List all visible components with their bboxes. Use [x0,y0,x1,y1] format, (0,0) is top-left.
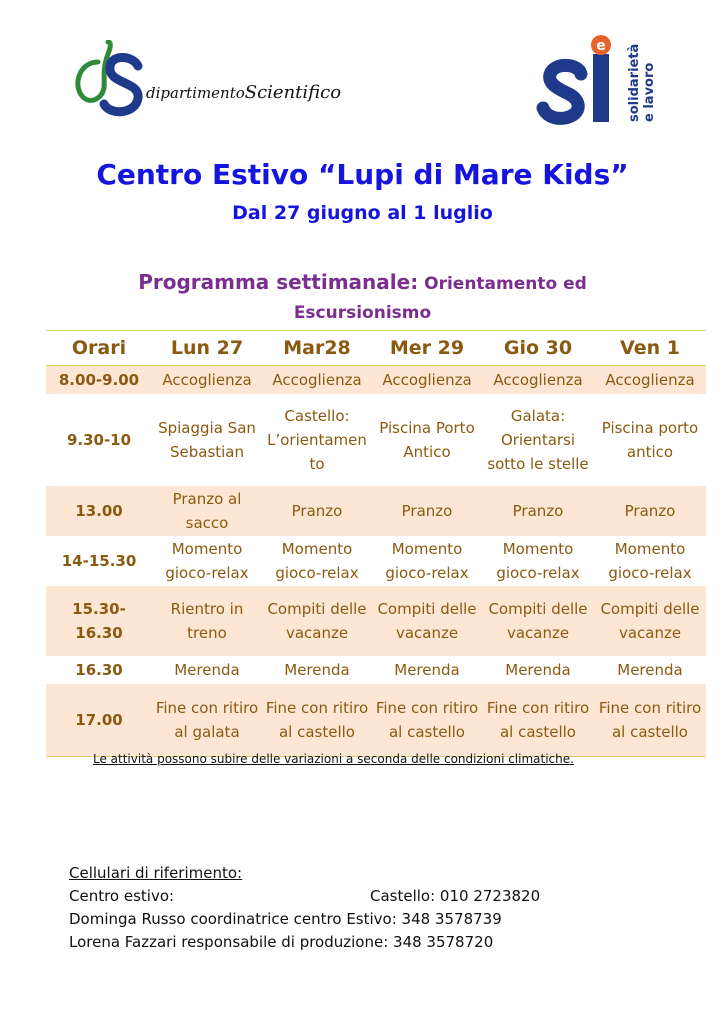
program-label: Programma settimanale: [138,270,419,294]
time-cell: 15.30- 16.30 [46,586,152,656]
activity-cell: Pranzo [594,486,706,536]
schedule-header-row [46,331,706,366]
contact-responsabile: Lorena Fazzari responsabile di produzione: 348 3578720 [69,933,494,951]
activity-cell: Accoglienza [262,366,372,395]
time-cell: 8.00-9.00 [46,366,152,395]
activity-cell: Accoglienza [594,366,706,395]
program-heading [0,270,725,294]
activity-cell: Compiti delle vacanze [594,586,706,656]
activity-cell: Compiti delle vacanze [262,586,372,656]
activity-cell: Merenda [284,661,350,679]
contact-coordinatrice: Dominga Russo coordinatrice centro Estivo: 348 3578739 [69,910,502,928]
table-row [46,586,706,656]
solidarieta-lavoro-logo [535,34,655,126]
header-lun: Lun 27 [152,331,262,366]
svg-text:e: e [596,38,606,54]
header-ven: Ven 1 [594,331,706,366]
activity-cell: Pranzo al sacco [152,486,262,536]
activity-cell: Merenda [174,661,240,679]
activity-cell: Accoglienza [152,366,262,395]
date-range: Dal 27 giugno al 1 luglio [232,202,493,224]
activity-cell: Momento gioco-relax [165,540,249,582]
header-gio: Gio 30 [482,331,594,366]
time-cell: 9.30-10 [66,431,132,449]
table-row [46,366,706,395]
activity-cell: Fine con ritiro al castello [594,684,706,757]
activity-cell: Galata: Orientarsi sotto le stelle [487,407,589,473]
time-cell: 17.00 [46,684,152,757]
activity-cell: Spiaggia San Sebastian [158,419,256,461]
activity-cell: Accoglienza [372,366,482,395]
activity-cell: Momento gioco-relax [385,540,469,582]
header-orari: Orari [46,331,152,366]
program-theme: Orientamento ed [418,274,587,294]
castello-phone: Castello: 010 2723820 [370,887,541,905]
activity-cell: Momento gioco-relax [608,540,692,582]
activity-cell: Pranzo [262,486,372,536]
table-row [46,394,706,486]
activity-cell: Fine con ritiro al castello [372,684,482,757]
time-cell: 14-15.30 [61,552,137,570]
activity-cell: Merenda [394,661,460,679]
activity-cell: Fine con ritiro al castello [482,684,594,757]
contact-centro-estivo [69,885,541,908]
weather-disclaimer: Le attività possono subire delle variazioni a seconda delle condizioni climatiche. [93,752,574,766]
contacts-section [69,862,541,954]
table-row [46,684,706,757]
table-row [46,486,706,536]
sl-logo-wordmark: solidarietà e lavoro [627,43,657,122]
activity-cell: Momento gioco-relax [275,540,359,582]
header-mar: Mar28 [262,331,372,366]
header-mer: Mer 29 [372,331,482,366]
activity-cell: Compiti delle vacanze [482,586,594,656]
activity-cell: Pranzo [372,486,482,536]
activity-cell: Pranzo [482,486,594,536]
activity-cell: Piscina Porto Antico [379,419,475,461]
activity-cell: Accoglienza [482,366,594,395]
contacts-heading: Cellulari di riferimento: [69,864,243,882]
activity-cell: Fine con ritiro al castello [262,684,372,757]
schedule-table [46,330,706,757]
activity-cell: Momento gioco-relax [496,540,580,582]
sl-logo-icon [535,34,627,126]
activity-cell: Rientro in treno [152,586,262,656]
activity-cell: Piscina porto antico [601,419,699,461]
table-row [46,656,706,684]
dipartimento-scientifico-logo [68,40,342,120]
activity-cell: Merenda [617,661,683,679]
table-row [46,536,706,586]
centro-estivo-label: Centro estivo: [69,887,175,905]
time-cell: 13.00 [46,486,152,536]
page-title: Centro Estivo “Lupi di Mare Kids” [96,158,629,191]
activity-cell: Fine con ritiro al galata [152,684,262,757]
activity-cell: Merenda [505,661,571,679]
activity-cell: Compiti delle vacanze [372,586,482,656]
activity-cell: Castello: L’orientamen to [267,407,367,473]
ds-logo-icon [68,40,148,120]
program-theme-continued: Escursionismo [293,303,432,323]
ds-logo-wordmark: dipartimentoScientifico [146,82,342,103]
time-cell: 16.30 [75,661,123,679]
